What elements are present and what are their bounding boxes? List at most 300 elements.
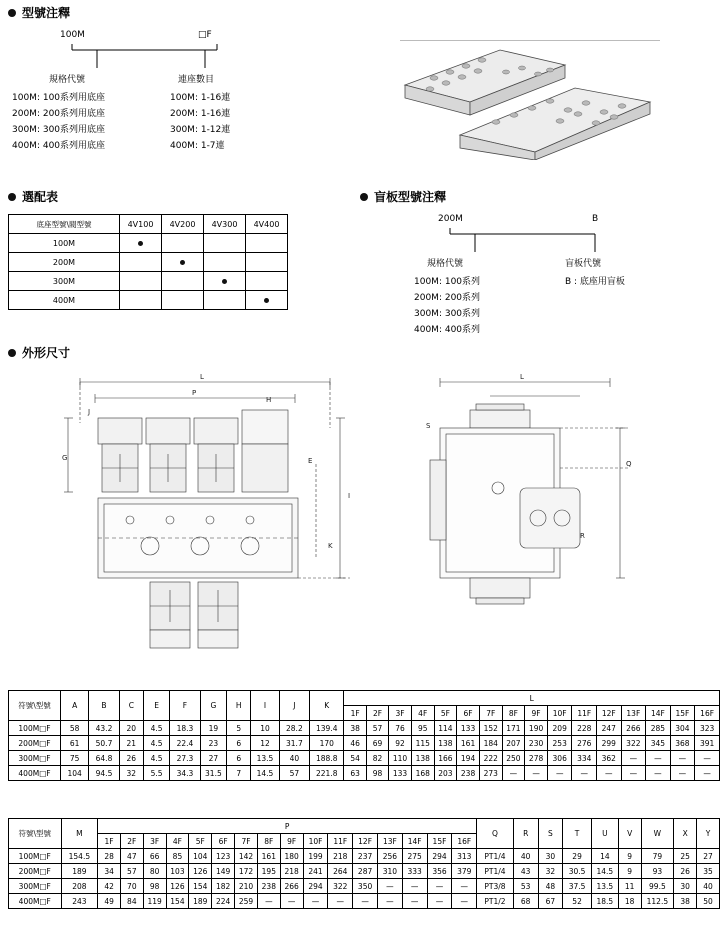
table-row <box>9 879 720 894</box>
dim1-cell: 31.7 <box>279 736 309 751</box>
dim2-cell: 243 <box>61 894 98 909</box>
svg-text:K: K <box>328 542 333 550</box>
option-mark-cell <box>246 234 288 253</box>
dim1-group-col: 14F <box>646 706 671 721</box>
dim2-cell: 264 <box>328 864 353 879</box>
dim1-cell: 345 <box>646 736 671 751</box>
dim2-cell: 47 <box>120 849 143 864</box>
dim1-cell: 152 <box>479 721 502 736</box>
dim2-cell: 126 <box>189 864 212 879</box>
dim2-cell: PT1/4 <box>477 849 514 864</box>
dim1-cell: — <box>597 766 622 781</box>
dim1-cell: — <box>646 751 671 766</box>
dim2-cell: 199 <box>303 849 328 864</box>
dim1-cell: 170 <box>310 736 344 751</box>
table-header-row <box>9 819 720 834</box>
dim1-group-col: 6F <box>457 706 480 721</box>
model-label-right: 連座數目 <box>178 75 215 85</box>
dim1-cell: 207 <box>502 736 525 751</box>
table-row <box>9 766 720 781</box>
dim1-col-header: C <box>119 691 143 721</box>
dim1-cell: 391 <box>695 736 720 751</box>
section-label: 盲板型號注釋 <box>374 190 447 204</box>
model-right-item: 300M: 1-12連 <box>170 125 231 135</box>
dim2-cell: 104 <box>189 849 212 864</box>
option-mark-cell <box>204 272 246 291</box>
option-mark-cell <box>246 272 288 291</box>
dim1-col-header: E <box>143 691 169 721</box>
dim1-cell: 285 <box>646 721 671 736</box>
dot-marker-icon <box>180 260 185 265</box>
dim2-row-label: 400M□F <box>9 894 62 909</box>
dim2-cell: 40 <box>513 849 538 864</box>
option-table <box>8 214 288 310</box>
dim2-cell: 112.5 <box>641 894 674 909</box>
dim1-cell: 14.5 <box>251 766 279 781</box>
dim1-row-label: 300M□F <box>9 751 61 766</box>
svg-text:H: H <box>266 396 272 404</box>
dim1-cell: 27.3 <box>170 751 200 766</box>
dim2-cell: 154 <box>166 894 189 909</box>
dim1-cell: 273 <box>479 766 502 781</box>
option-row-label: 200M <box>9 253 120 272</box>
dim2-cell: 149 <box>212 864 235 879</box>
dim1-cell: 253 <box>547 736 572 751</box>
table-row <box>9 272 288 291</box>
dim2-cell: — <box>280 894 303 909</box>
dim2-cell: — <box>377 879 402 894</box>
dim2-cell: — <box>452 879 477 894</box>
dim2-group-col: 15F <box>427 834 452 849</box>
dim1-group-col: 4F <box>411 706 434 721</box>
dim1-group-col: 9F <box>525 706 548 721</box>
dim1-cell: 168 <box>411 766 434 781</box>
model-label-left: 規格代號 <box>49 75 86 85</box>
dim2-cell: 70 <box>120 879 143 894</box>
dim1-cell: 250 <box>502 751 525 766</box>
dim2-cell: 241 <box>303 864 328 879</box>
dim2-cell: 57 <box>120 864 143 879</box>
dim2-group-col: 14F <box>402 834 427 849</box>
dim1-cell: 362 <box>597 751 622 766</box>
dim1-cell: 46 <box>344 736 366 751</box>
dim2-cell: 66 <box>143 849 166 864</box>
dim2-group-col: 8F <box>257 834 280 849</box>
dim2-tail-header: S <box>538 819 563 849</box>
dim1-cell: — <box>621 766 646 781</box>
dim1-cell: 10 <box>251 721 279 736</box>
section-title-model-note <box>8 4 70 21</box>
dim2-cell: 40 <box>697 879 720 894</box>
svg-text:I: I <box>348 492 351 500</box>
dim2-cell: 218 <box>328 849 353 864</box>
dim2-group-col: 9F <box>280 834 303 849</box>
dim1-cell: — <box>621 751 646 766</box>
dim2-cell: 210 <box>235 879 258 894</box>
blank-left-item: 400M: 400系列 <box>414 325 481 335</box>
dim1-row-label: 200M□F <box>9 736 61 751</box>
model-left-item: 400M: 400系列用底座 <box>12 141 106 151</box>
dim1-cell: 19 <box>200 721 227 736</box>
dim1-cell: 95 <box>411 721 434 736</box>
dim2-cell: 25 <box>674 849 697 864</box>
dim1-cell: 247 <box>597 721 622 736</box>
dim1-cell: 266 <box>621 721 646 736</box>
dim1-cell: 238 <box>457 766 480 781</box>
dim2-cell: 287 <box>353 864 378 879</box>
dim1-cell: 98 <box>366 766 388 781</box>
dim2-cell: — <box>427 894 452 909</box>
dim1-cell: 57 <box>279 766 309 781</box>
section-label: 型號注釋 <box>22 6 71 20</box>
dim2-tail-header: R <box>513 819 538 849</box>
model-left-item: 100M: 100系列用底座 <box>12 93 106 103</box>
table-header-row <box>9 691 720 706</box>
dim1-cell: 228 <box>572 721 597 736</box>
dim2-cell: 50 <box>697 894 720 909</box>
dim1-col-header: F <box>170 691 200 721</box>
dim2-cell: 34 <box>98 864 121 879</box>
dim2-cell: 208 <box>61 879 98 894</box>
dim2-tail-header: X <box>674 819 697 849</box>
dim1-cell: 63 <box>344 766 366 781</box>
table-row <box>9 864 720 879</box>
dim1-cell: 222 <box>479 751 502 766</box>
option-mark-cell <box>162 291 204 310</box>
dim1-cell: 7 <box>227 766 251 781</box>
dim1-group-col: 3F <box>389 706 412 721</box>
dim1-group-col: 1F <box>344 706 366 721</box>
option-col-header: 4V100 <box>120 215 162 234</box>
table-row <box>9 894 720 909</box>
dim1-cell: 221.8 <box>310 766 344 781</box>
dim2-cell: 123 <box>212 849 235 864</box>
dim2-tail-header: W <box>641 819 674 849</box>
blank-left-item: 200M: 200系列 <box>414 293 481 303</box>
dim1-cell: 31.5 <box>200 766 227 781</box>
dim1-group-col: 15F <box>670 706 695 721</box>
table-row <box>9 849 720 864</box>
dim2-cell: 99.5 <box>641 879 674 894</box>
dim2-cell: 30 <box>538 849 563 864</box>
dim1-cell: 184 <box>479 736 502 751</box>
option-col-header: 4V300 <box>204 215 246 234</box>
svg-text:J: J <box>88 408 91 416</box>
dim1-cell: 18.3 <box>170 721 200 736</box>
dot-marker-icon <box>138 241 143 246</box>
dim1-cell: 4.5 <box>143 721 169 736</box>
dim2-cell: 313 <box>452 849 477 864</box>
dim2-group-col: 13F <box>377 834 402 849</box>
table-row <box>9 291 288 310</box>
dim2-cell: 195 <box>257 864 280 879</box>
dim2-cell: 13.5 <box>591 879 618 894</box>
blank-code-right: B <box>592 214 599 224</box>
table-row <box>9 234 288 253</box>
dim1-cell: 138 <box>434 736 457 751</box>
dim1-cell: 161 <box>457 736 480 751</box>
dim1-cell: 61 <box>61 736 89 751</box>
option-mark-cell <box>204 253 246 272</box>
option-mark-cell <box>246 291 288 310</box>
dim2-cell: 256 <box>377 849 402 864</box>
dim1-cell: 6 <box>227 736 251 751</box>
dim1-cell: 94.5 <box>89 766 119 781</box>
option-mark-cell <box>246 253 288 272</box>
model-right-item: 200M: 1-16連 <box>170 109 231 119</box>
svg-text:R: R <box>580 532 585 540</box>
dim2-cell: 154 <box>189 879 212 894</box>
dim2-cell: 28 <box>98 849 121 864</box>
section-title-option-table <box>8 188 58 205</box>
dim2-cell: 27 <box>697 849 720 864</box>
dim1-cell: 12 <box>251 736 279 751</box>
blank-left-item: 100M: 100系列 <box>414 277 481 287</box>
dim2-cell: 52 <box>563 894 592 909</box>
dim1-group-col: 11F <box>572 706 597 721</box>
dim2-cell: 259 <box>235 894 258 909</box>
dim1-cell: 5 <box>227 721 251 736</box>
option-col-header: 4V400 <box>246 215 288 234</box>
model-note-diagram <box>12 28 320 163</box>
section-label: 外形尺寸 <box>22 346 71 360</box>
dim2-cell: 182 <box>212 879 235 894</box>
dim2-cell: PT1/4 <box>477 864 514 879</box>
dim1-col-header: B <box>89 691 119 721</box>
dim1-cell: 20 <box>119 721 143 736</box>
dim1-cell: — <box>525 766 548 781</box>
dim2-cell: 98 <box>143 879 166 894</box>
dim1-cell: 166 <box>434 751 457 766</box>
dim2-cell: PT3/8 <box>477 879 514 894</box>
dim2-cell: 93 <box>641 864 674 879</box>
option-mark-cell <box>120 291 162 310</box>
dim1-group-col: 16F <box>695 706 720 721</box>
option-row-label: 300M <box>9 272 120 291</box>
dim2-cell: 85 <box>166 849 189 864</box>
dim2-cell: 37.5 <box>563 879 592 894</box>
dim1-group-header: L <box>344 691 720 706</box>
svg-text:G: G <box>62 454 68 462</box>
option-mark-cell <box>204 234 246 253</box>
dim1-cell: — <box>695 766 720 781</box>
section-title-dimensions <box>8 344 70 361</box>
dim1-cell: 306 <box>547 751 572 766</box>
dimension-drawing-left <box>40 368 390 678</box>
model-code-right: □F <box>198 30 212 40</box>
dim1-cell: 110 <box>389 751 412 766</box>
option-mark-cell <box>204 291 246 310</box>
blank-left-item: 300M: 300系列 <box>414 309 481 319</box>
table-row <box>9 253 288 272</box>
dim1-cell: 75 <box>61 751 89 766</box>
dim1-cell: 115 <box>411 736 434 751</box>
dim2-cell: 356 <box>427 864 452 879</box>
dim2-cell: 350 <box>353 879 378 894</box>
dim1-cell: 54 <box>344 751 366 766</box>
dim2-cell: 18.5 <box>591 894 618 909</box>
dim2-cell: 43 <box>513 864 538 879</box>
dim1-cell: 40 <box>279 751 309 766</box>
dim2-cell: 53 <box>513 879 538 894</box>
option-row-label: 400M <box>9 291 120 310</box>
dim1-group-col: 13F <box>621 706 646 721</box>
dim1-cell: 114 <box>434 721 457 736</box>
option-mark-cell <box>162 272 204 291</box>
dim2-group-header: P <box>98 819 477 834</box>
option-mark-cell <box>120 234 162 253</box>
table-row <box>9 721 720 736</box>
dim2-cell: 180 <box>280 849 303 864</box>
dim1-group-col: 10F <box>547 706 572 721</box>
dim2-cell: 14 <box>591 849 618 864</box>
bullet-icon <box>8 9 16 17</box>
dim1-row-label: 100M□F <box>9 721 61 736</box>
dim2-tail-header: U <box>591 819 618 849</box>
manifold-illustration <box>400 40 660 160</box>
dim1-cell: 58 <box>61 721 89 736</box>
model-right-item: 400M: 1-7連 <box>170 141 225 151</box>
dim2-group-col: 7F <box>235 834 258 849</box>
dim1-cell: 299 <box>597 736 622 751</box>
dim1-cell: 76 <box>389 721 412 736</box>
dim2-cell: 103 <box>166 864 189 879</box>
dim1-cell: 21 <box>119 736 143 751</box>
dim2-cell: 35 <box>697 864 720 879</box>
dim1-cell: — <box>572 766 597 781</box>
dim1-cell: 304 <box>670 721 695 736</box>
svg-text:P: P <box>192 389 197 397</box>
dimension-table-2 <box>8 818 720 909</box>
dim2-cell: 379 <box>452 864 477 879</box>
dim2-cell: 161 <box>257 849 280 864</box>
dim2-row-label: 200M□F <box>9 864 62 879</box>
dim2-cell: 238 <box>257 879 280 894</box>
dim2-cell: 142 <box>235 849 258 864</box>
dim1-col-header: A <box>61 691 89 721</box>
dim1-cell: 138 <box>411 751 434 766</box>
dim2-tail-header: Y <box>697 819 720 849</box>
dim1-cell: 203 <box>434 766 457 781</box>
dim1-cell: 32 <box>119 766 143 781</box>
dim2-cell: 275 <box>402 849 427 864</box>
section-label: 選配表 <box>22 190 59 204</box>
dim2-cell: 294 <box>427 849 452 864</box>
dim2-group-col: 2F <box>120 834 143 849</box>
dim1-group-col: 2F <box>366 706 388 721</box>
dim1-cell: 28.2 <box>279 721 309 736</box>
dim1-cell: 323 <box>695 721 720 736</box>
dim2-cell: 333 <box>402 864 427 879</box>
dim2-group-col: 5F <box>189 834 212 849</box>
dim2-cell: 67 <box>538 894 563 909</box>
table-header-row <box>9 215 288 234</box>
blank-right-item: B : 底座用盲板 <box>565 277 625 287</box>
model-code-left: 100M <box>60 30 85 40</box>
dim2-group-col: 16F <box>452 834 477 849</box>
dim1-cell: — <box>502 766 525 781</box>
dim1-col-header: J <box>279 691 309 721</box>
dim1-cell: 194 <box>457 751 480 766</box>
dim2-tail-header: T <box>563 819 592 849</box>
dim1-cell: 27 <box>200 751 227 766</box>
dim2-cell: 84 <box>120 894 143 909</box>
option-mark-cell <box>120 272 162 291</box>
dim1-cell: — <box>670 766 695 781</box>
dim1-cell: — <box>646 766 671 781</box>
dim1-cell: 82 <box>366 751 388 766</box>
option-mark-cell <box>162 234 204 253</box>
option-mark-cell <box>162 253 204 272</box>
dim1-cell: — <box>695 751 720 766</box>
dim1-cell: 64.8 <box>89 751 119 766</box>
dim2-cell: PT1/2 <box>477 894 514 909</box>
dim2-cell: — <box>402 879 427 894</box>
dim1-cell: 5.5 <box>143 766 169 781</box>
dim2-cell: — <box>377 894 402 909</box>
dim2-group-col: 10F <box>303 834 328 849</box>
model-left-item: 300M: 300系列用底座 <box>12 125 106 135</box>
blank-code-left: 200M <box>438 214 463 224</box>
dim2-cell: 18 <box>618 894 641 909</box>
dim2-group-col: 12F <box>353 834 378 849</box>
dim1-cell: 92 <box>389 736 412 751</box>
dim1-cell: 334 <box>572 751 597 766</box>
dim2-cell: — <box>257 894 280 909</box>
dim2-cell: 172 <box>235 864 258 879</box>
dim1-cell: 50.7 <box>89 736 119 751</box>
dim2-cell: 9 <box>618 864 641 879</box>
svg-text:E: E <box>308 457 313 465</box>
dim1-cell: 276 <box>572 736 597 751</box>
dim2-cell: 48 <box>538 879 563 894</box>
bullet-icon <box>8 193 16 201</box>
dim1-cell: 133 <box>457 721 480 736</box>
model-left-item: 200M: 200系列用底座 <box>12 109 106 119</box>
dim2-group-col: 6F <box>212 834 235 849</box>
dim1-cell: 69 <box>366 736 388 751</box>
dim1-cell: 209 <box>547 721 572 736</box>
dim1-cell: 22.4 <box>170 736 200 751</box>
dim2-cell: 126 <box>166 879 189 894</box>
dim2-cell: — <box>328 894 353 909</box>
option-col-header: 4V200 <box>162 215 204 234</box>
dim1-cell: 6 <box>227 751 251 766</box>
table-row <box>9 736 720 751</box>
dim1-cell: 104 <box>61 766 89 781</box>
blank-label-left: 規格代號 <box>427 259 464 269</box>
dim2-cell: 119 <box>143 894 166 909</box>
dim2-cell: 266 <box>280 879 303 894</box>
svg-text:Q: Q <box>626 460 632 468</box>
dim2-cell: — <box>353 894 378 909</box>
dot-marker-icon <box>264 298 269 303</box>
dim2-row-label: 300M□F <box>9 879 62 894</box>
dim2-col-header-m: M <box>61 819 98 849</box>
dim2-group-col: 1F <box>98 834 121 849</box>
dim1-cell: 38 <box>344 721 366 736</box>
dim1-cell: — <box>547 766 572 781</box>
dim2-cell: 49 <box>98 894 121 909</box>
dim2-cell: 189 <box>61 864 98 879</box>
dim2-cell: 237 <box>353 849 378 864</box>
dim1-col-header: G <box>200 691 227 721</box>
dim2-cell: 218 <box>280 864 303 879</box>
option-mark-cell <box>120 253 162 272</box>
dim1-cell: 4.5 <box>143 736 169 751</box>
dim2-cell: 9 <box>618 849 641 864</box>
model-right-item: 100M: 1-16連 <box>170 93 231 103</box>
